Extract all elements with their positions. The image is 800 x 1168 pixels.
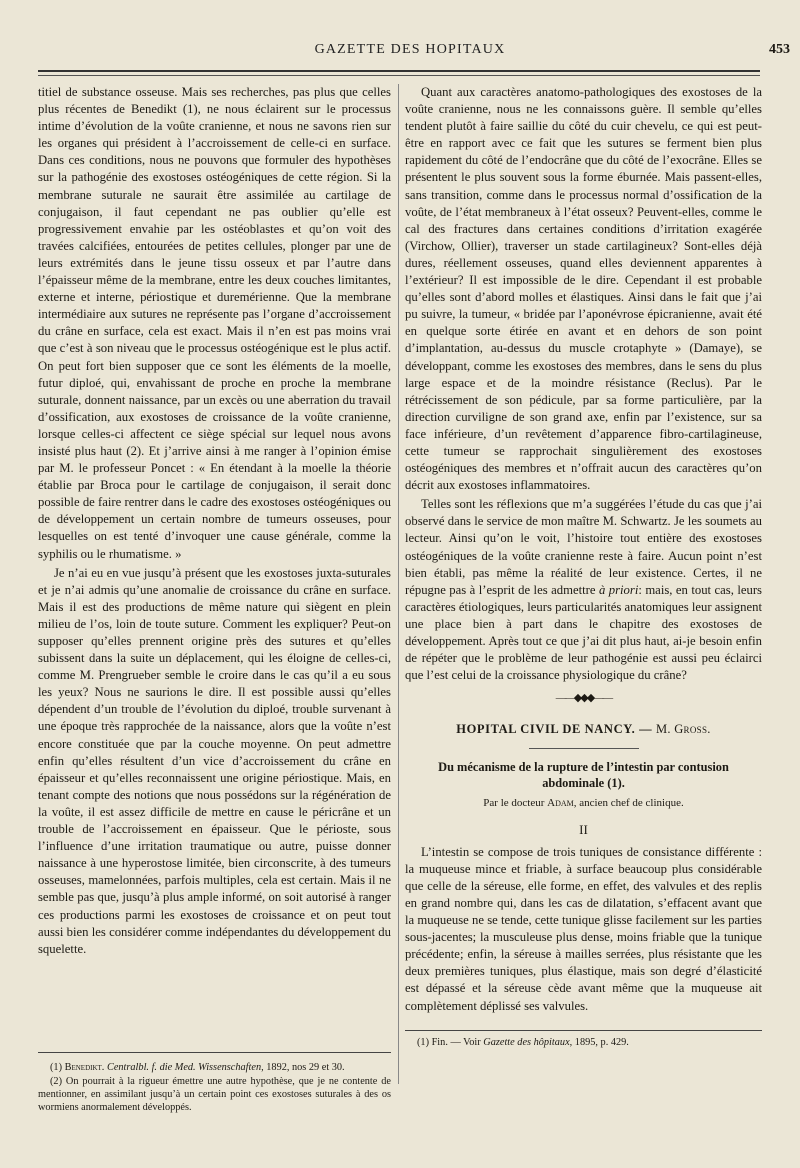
right-footnote-prefix: (1) Fin. — Voir — [417, 1037, 481, 1048]
left-column — [38, 84, 391, 958]
right-paragraph-2 — [405, 496, 762, 684]
running-title: GAZETTE DES HOPITAUX — [314, 42, 506, 57]
right-paragraph-3: L’intestin se compose de trois tuniques de consistance différente : la muqueuse mince et friable, à surface beaucoup plus considérable que celle de la séreuse, elle forme, en effet, des valvules et des replis en grand nombre qui, dans les cas de dilatation, s’effacent avant que la muqueuse ne se tende, cette tunique glisse facilement sur les parties sous-jacentes; la musculeuse plus dense, moins friable que la tunique précédente; enfin, la séreuse à mailles serrées, plus résistante que les deux premières tuniques, plus élastique, mais son degré d’élasticité est dépassé et la séreuse cède avant même que la muqueuse ait complètement déplissé ses valvules. — [405, 844, 762, 1013]
header-rule-thin — [38, 75, 760, 76]
header-rule — [38, 70, 760, 72]
left-paragraph-1: titiel de substance osseuse. Mais ses recherches, pas plus que celles plus récentes de Benedikt (1), ne nous éclairent sur le processus intime d’évolution de la voûte cranienne, et nous ne savons rien sur les organes qui président à l’accroissement de celle-ci en surface. Dans ces conditions, nous ne pouvons que formuler des hypothèses sur la pathogénie des exostoses ostéogéniques de cette région. Si la membrane suturale ne saurait être assimilée au cartilage de conjugaison, il faut cependant ne pas oublier qu’elle est progressivement envahie par les ostéoblastes et qu’on voit des travées calcifiées, entourées de petites cellules, plonger par une de leurs extrémités dans le jeune tissu osseux et par l’autre dans l’épaisseur même de la membrane, entre les deux couches limitantes, externe et interne, périostique et duremérienne. Que la membrane intermédiaire aux sutures ne représente pas l’organe d’accroissement du crâne en surface, cela est exact. Mais il n’en est pas moins vrai que c’est à son niveau que le processus ostéogénique est le plus actif. On peut fort bien supposer que ce sont les éléments de la moelle, futur diploé, qui, envahissant de proche en proche la membrane suturale, donnent naissance, par un excès ou une aberration du travail d’ossification, aux exostoses de croissance de la voûte cranienne, lorsque celles-ci affectent ce siège spécial sur lequel nous avons insisté plus haut (2). Et j’arrive ainsi à me ranger à l’opinion émise par M. le professeur Poncet : « En étendant à la moelle la théorie établie par Broca pour le cartilage de conjugaison, il serait donc possible de faire rentrer dans le cadre des exostoses ostéogéniques ou de développement un certain nombre de tumeurs osseuses, pour lesquelles on est tenté d’invoquer une cause générale, comme la syphilis ou le rhumatisme. » — [38, 85, 391, 561]
right-footnote-rule — [405, 1030, 762, 1031]
footnote-1-number: (1) — [50, 1062, 63, 1073]
byline-suffix: ancien chef de clinique. — [579, 797, 684, 810]
footnote-1-source: Centralbl. f. die Med. Wissenschaften, — [106, 1062, 264, 1073]
page-header — [30, 40, 790, 64]
footnote-2: (2) On pourrait à la rigueur émettre une autre hypothèse, que je ne contente de mentionner, en assimilant jusqu’à un certain point ces exostoses suturales à des os wormiens anormalement développés. — [38, 1076, 391, 1113]
column-divider — [398, 84, 399, 1084]
article-title: Du mécanisme de la rupture de l’intestin par contusion abdominale (1). — [438, 760, 729, 791]
a-priori-italic: à priori — [598, 582, 639, 597]
footnote-1-ref: 1892, nos 29 et 30. — [266, 1062, 345, 1073]
byline-prefix: Par le docteur — [483, 797, 545, 810]
section-author: M. Gross. — [655, 722, 711, 737]
right-paragraph-2-part-b: : mais, en tout cas, leurs caractères étiologiques, leurs particularités anatomiques leur assignent une place bien à part dans le chapitre des exostoses de développement. Après tout ce que j’ai dit plus haut, ai-je besoin enfin de répéter que le problème de leur pathogénie est aussi peu éclairci que l’est celui de la croissance physiologique du crâne? — [405, 582, 762, 683]
right-paragraph-1: Quant aux caractères anatomo-pathologiques des exostoses de la voûte cranienne, nous ne les connaissons guère. Il semble qu’elles tendent plutôt à faire saillie du côté du cuir chevelu, ce qui est peut-être en rapport avec ce fait que les sutures se ferment bien plus rapidement du côté de l’endocrâne que du côté de l’exocrâne. Elles se présentent le plus souvent sous la forme éburnée. Mais passent-elles, sans transition, comme dans le processus normal d’ossification de la voûte, de l’état membraneux à l’état osseux? Peuvent-elles, comme le cal des fractures dans certaines conditions d’irritation exagérée (Virchow, Ollier), traverser un stade cartilagineux? Sont-elles déjà dures, réellement osseuses, quand elles deviennent apparentes à l’extérieur? Il est impossible de le dire. Cependant il est probable qu’elles sont d’abord molles et élastiques. Ainsi dans le fait que j’ai pu suivre, la tumeur, « bridée par l’aponévrose épicranienne, avait été en quelque sorte étirée en avant et en dehors de son point d’implantation, au-dessus du muscle crotaphyte » (Damaye), se développant, comme les exostoses des membres, dans le sens du plus large espace et de la moindre résistance (Reclus). Par le rétrécissement de son pédicule, par sa forme particulière, par la direction curviligne de son grand axe, enfin par l’existence, sur sa face inférieure, d’un revêtement d’apparence fibro-cartilagineuse, cette tumeur se rapprochait singulièrement des exostoses ostéogéniques des membres et n’offrait aucun des caractères qu’on décrit aux exostoses inflammatoires. — [405, 85, 762, 493]
part-number: II — [579, 821, 588, 837]
right-footnote-1 — [405, 1036, 762, 1049]
right-footnote-ref: 1895, p. 429. — [574, 1037, 629, 1048]
section-short-rule — [529, 748, 639, 749]
article-byline — [405, 795, 762, 812]
footnote-rule — [38, 1052, 391, 1053]
right-paragraph-2-part-a: Telles sont les réflexions que m’a suggérées l’étude du cas que j’ai observé dans le service de mon maître M. Schwartz. Je les soumets au lecteur. Ainsi qu’on le voit, l’histoire tout entière des exostoses ostéogéniques de la voûte cranienne reste à faire. Aucun point n’est bien établi, pas même la réalité de leur existence. Certes, il ne répugne pas à l’esprit de les admettre — [405, 497, 762, 597]
left-footnotes — [38, 1052, 391, 1115]
section-heading — [405, 721, 762, 738]
right-column — [405, 84, 762, 1015]
page-number: 453 — [769, 42, 790, 57]
right-footnote-source: Gazette des hôpitaux, — [483, 1037, 573, 1048]
right-footnotes — [405, 1030, 762, 1049]
left-paragraph-2: Je n’ai eu en vue jusqu’à présent que les exostoses juxta-suturales et je n’ai admis qu’une anomalie de croissance du crâne en surface. Mais il est des productions de même nature qui siègent en plein milieu de l’os, loin de toute suture. Comment les expliquer? Peut-on supposer qu’elles prennent origine près des sutures et qu’elles subissent dans la suite un déplacement, qui les éloigne de celles-ci, comme M. Prengrueber semble le croire dans le cas qu’il a eu sous les yeux? Nous ne saurions le dire. Il est possible aussi qu’elles dépendent d’un trouble de l’évolution du diploé, trouble survenant à une époque très rapprochée de la naissance, alors que la voûte n’est encore constituée que par la couche moyenne. On peut admettre enfin qu’elles résultent d’un vice d’accroissement du crâne en épaisseur et qu’elles reconnaissent une origine périostique. Mais, en tenant compte des notions que nous possédons sur la régénération de la voûte, il est assez difficile de mettre en cause le péricrâne et un trouble de l’accroissement en épaisseur. Que le périoste, sous l’influence d’une irritation traumatique ou autre, puisse donner naissance à une hyperostose limitée, bien circonscrite, à des tumeurs osseuses, mamelonnées, parfois multiples, cela est certain. Mais il ne semble pas que, jusqu’à plus ample informé, on soit autorisé à ranger ces productions parmi les exostoses de croissance et on peut tout aussi bien les considérer comme indépendantes du développement du squelette. — [38, 565, 391, 956]
footnote-1-author: Benedikt. — [64, 1062, 105, 1073]
byline-name: Adam, — [547, 797, 577, 810]
section-ornament: ——◆◆◆—— — [555, 692, 612, 705]
section-heading-text: HOPITAL CIVIL DE NANCY. — — [456, 722, 653, 737]
footnote-1 — [38, 1061, 391, 1074]
